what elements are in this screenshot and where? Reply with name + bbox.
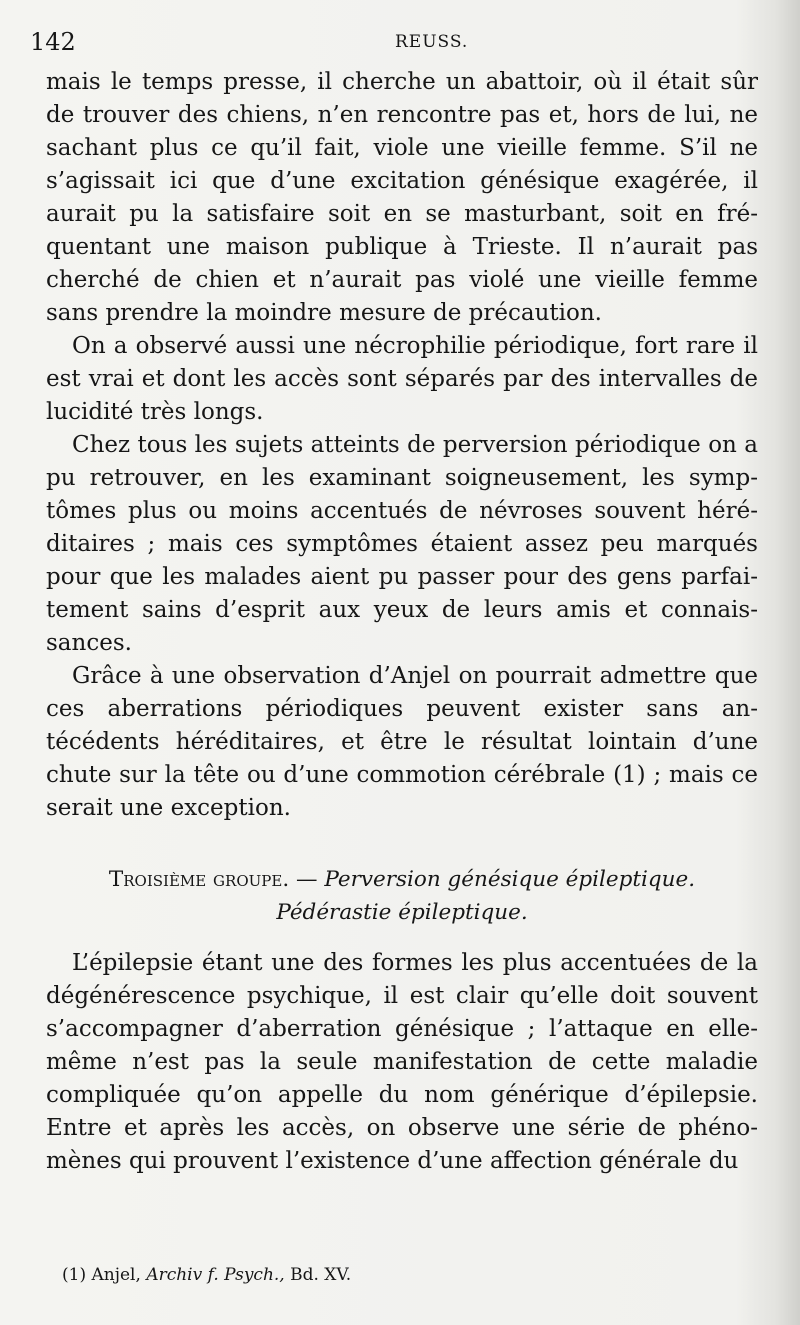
paragraph-necrophilia: On a observé aussi une nécrophilie périodique, fort rare il est vrai et dont les accès sont séparés par des intervalles de lucidité très longs. <box>46 333 758 425</box>
section-subtitle: Pédérastie épileptique. <box>276 900 528 925</box>
paragraph-continued: mais le temps presse, il cherche un abattoir, où il était sûr de trouver des chiens, n’en rencontre pas et, hors de lui, ne sachant plus ce qu’il fait, viole une vieille femme. S’il ne s’agissait ici que d’une excitation génésique exagérée, il aurait pu la satisfaire soit en se masturbant, soit en fréquentant une maison publique à Trieste. Il n’aurait pas cherché de chien et n’aurait pas violé une vieille femme sans prendre la moindre mesure de précaution. <box>46 69 758 326</box>
footnote-author: Anjel, <box>91 1265 141 1285</box>
section-label: Troisième groupe. <box>108 867 290 892</box>
body-text <box>46 66 758 1178</box>
section-heading-line-1 <box>46 863 758 896</box>
running-head <box>30 28 770 58</box>
section-heading <box>46 863 758 929</box>
section-dash: — <box>296 867 318 892</box>
footnote-journal: Archiv f. Psych., <box>146 1265 285 1285</box>
footnote-volume: Bd. XV. <box>290 1265 352 1285</box>
paragraph-periodic-perversion: Chez tous les sujets atteints de perversion périodique on a pu retrouver, en les examinant soigneusement, les symptômes plus ou moins accentués de névroses souvent héréditaires ; mais ces symptômes étaient assez peu marqués pour que les malades aient pu passer pour des gens parfaitement sains d’esprit aux yeux de leurs amis et connaissances. <box>46 432 758 656</box>
page-number: 142 <box>30 28 76 56</box>
paragraph-epilepsy: L’épilepsie étant une des formes les plus accentuées de la dégénérescence psychique, il est clair qu’elle doit souvent s’accompagner d’aberration génésique ; l’attaque en elle-même n’est pas la seule manifestation de cette maladie compliquée qu’on appelle du nom générique d’épilepsie. Entre et après les accès, on observe une série de phénomènes qui prouvent l’existence d’une affection générale du <box>46 950 758 1174</box>
footnote-marker: (1) <box>62 1265 87 1285</box>
paragraph-anjel-observation: Grâce à une observation d’Anjel on pourrait admettre que ces aberrations périodiques peuvent exister sans antécédents héréditaires, et être le résultat lointain d’une chute sur la tête ou d’une commotion cérébrale (1) ; mais ce serait une exception. <box>46 663 758 821</box>
footnote <box>62 1263 762 1287</box>
running-head-author: REUSS. <box>395 32 469 52</box>
section-title: Perversion génésique épileptique. <box>324 867 696 892</box>
